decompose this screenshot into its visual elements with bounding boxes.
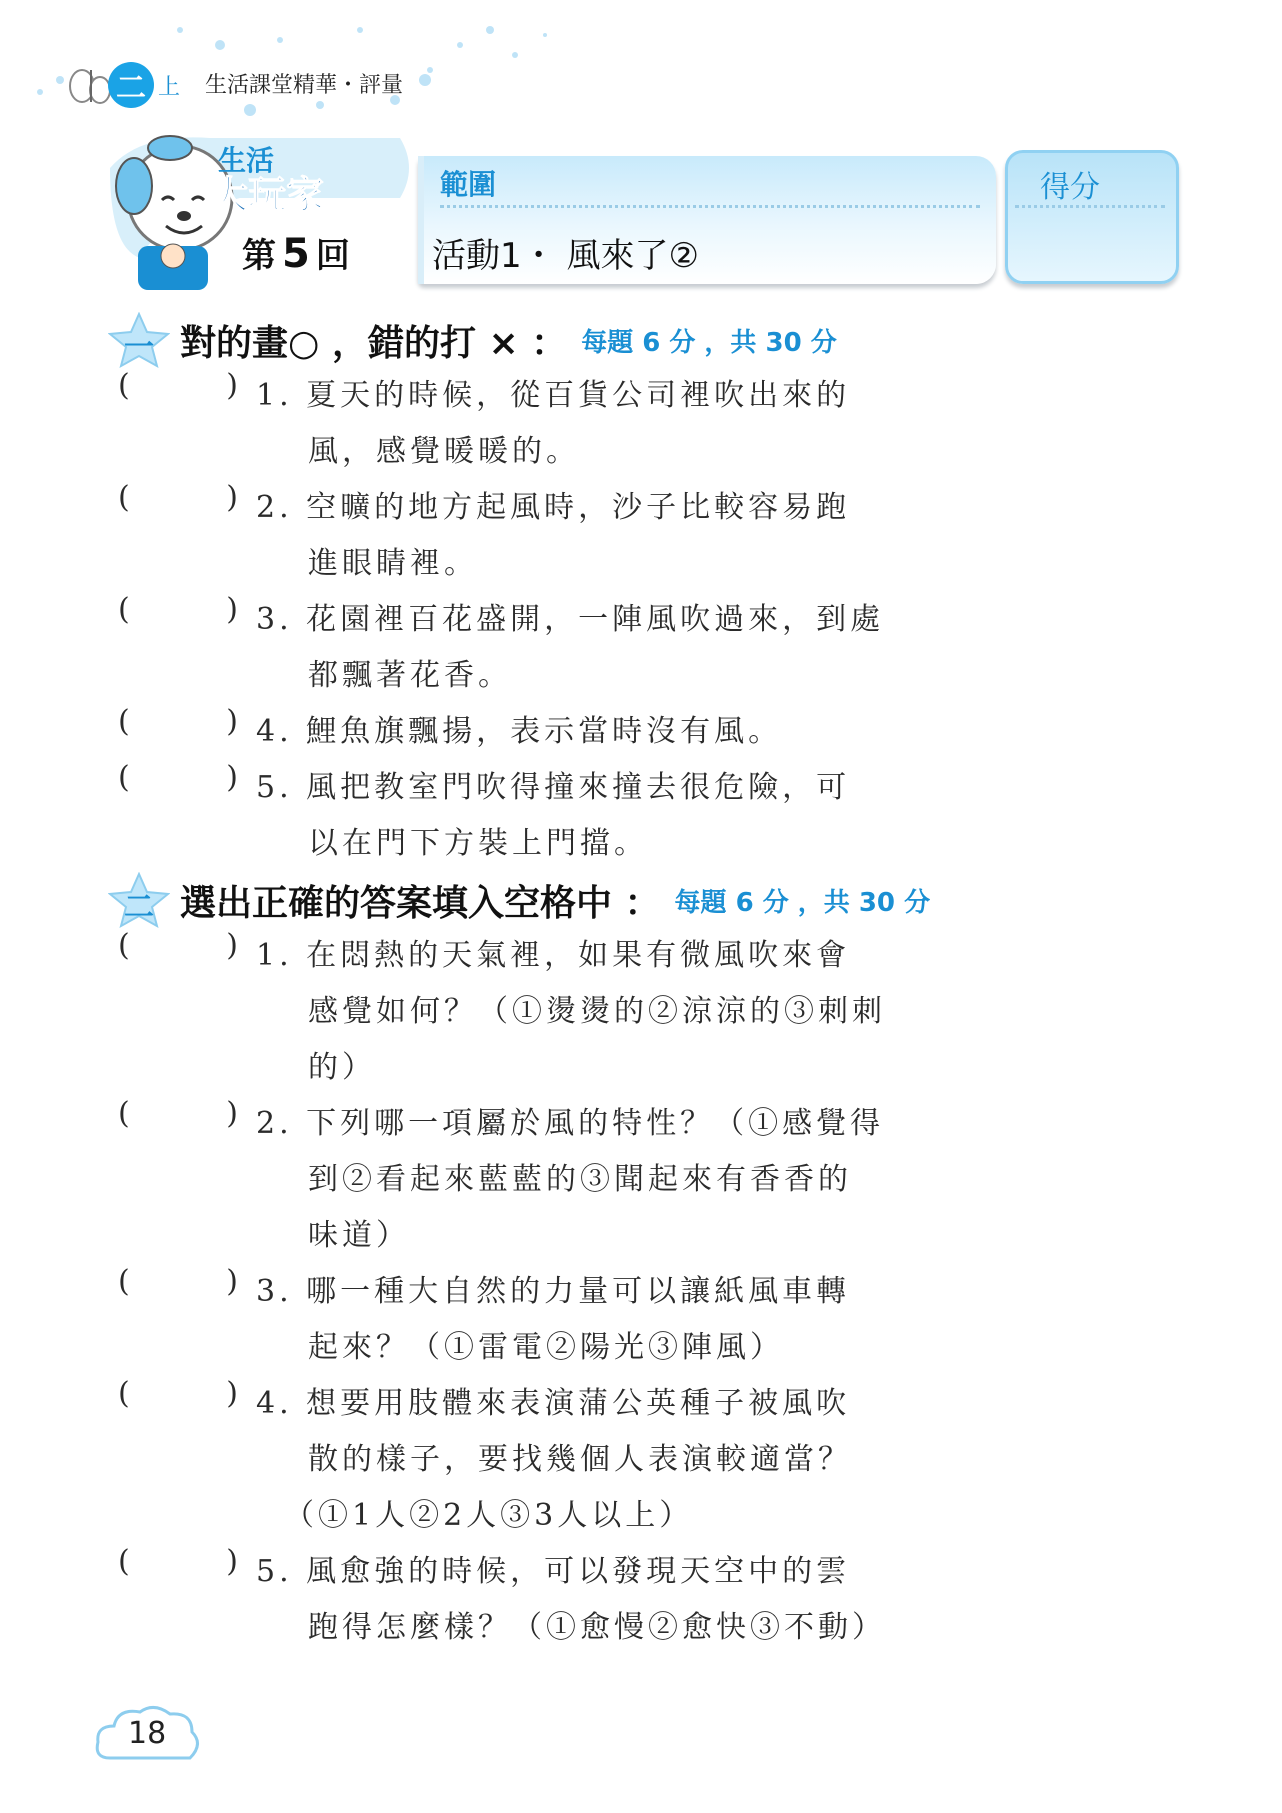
butterfly-icon	[70, 70, 110, 103]
question-number: 2.	[256, 1106, 293, 1141]
question-line: 味道）	[308, 1218, 410, 1253]
question-text	[256, 760, 1176, 872]
question-number: 4.	[256, 1386, 293, 1421]
question-line: 鯉魚旗飄揚，表示當時沒有風。	[306, 714, 783, 749]
question-line: 風把教室門吹得撞來撞去很危險，可	[306, 770, 851, 805]
question-number: 5.	[256, 1554, 293, 1589]
question-line: 夏天的時候，從百貨公司裡吹出來的	[306, 378, 851, 413]
question-line: 散的樣子，要找幾個人表演較適當？	[308, 1442, 852, 1477]
page-number: 18	[128, 1716, 167, 1751]
question-line: 起來？（①雷電②陽光③陣風）	[308, 1330, 784, 1365]
question-line: （①1人②2人③3人以上）	[284, 1498, 694, 1533]
question-line: 風愈強的時候，可以發現天空中的雲	[306, 1554, 851, 1589]
round-prefix: 第	[242, 236, 276, 276]
question-line: 風，感覺暖暖的。	[308, 434, 580, 469]
section-title: 對的畫○ ，錯的打 × ：	[180, 322, 568, 364]
answer-blank[interactable]: ( )	[118, 368, 238, 403]
question-line: 到②看起來藍藍的③聞起來有香香的	[308, 1162, 852, 1197]
answer-blank[interactable]: ( )	[118, 704, 238, 739]
section-title: 選出正確的答案填入空格中 ：	[180, 882, 661, 924]
question-number: 1.	[256, 938, 293, 973]
section-2-header	[108, 872, 930, 928]
answer-blank[interactable]: ( )	[118, 760, 238, 795]
score-label: 得分	[1040, 170, 1100, 205]
question-line: 哪一種大自然的力量可以讓紙風車轉	[306, 1274, 851, 1309]
question-line: 空曠的地方起風時，沙子比較容易跑	[306, 490, 851, 525]
round-number: 5	[282, 231, 310, 277]
star-icon	[108, 312, 170, 368]
question-text	[256, 1544, 1176, 1656]
question-text	[256, 1376, 1176, 1544]
question-line: 感覺如何？（①燙燙的②涼涼的③刺刺	[308, 994, 886, 1029]
grade-semester: 上	[158, 75, 181, 100]
answer-blank[interactable]: ( )	[118, 928, 238, 963]
section-score: 每題 6 分 ，共 30 分	[581, 327, 837, 358]
score-divider	[1015, 205, 1165, 208]
question-text	[256, 368, 1176, 480]
question-line: 下列哪一項屬於風的特性？（①感覺得	[306, 1106, 885, 1141]
question-line: 想要用肢體來表演蒲公英種子被風吹	[306, 1386, 851, 1421]
section-number: 一	[124, 330, 154, 365]
scope-value: 活動1・ 風來了②	[432, 236, 699, 276]
question-text	[256, 1264, 1176, 1376]
question-line: 以在門下方裝上門擋。	[308, 826, 648, 861]
scope-divider	[440, 205, 980, 208]
question-text	[256, 928, 1176, 1096]
answer-blank[interactable]: ( )	[118, 1544, 238, 1579]
book-title: 生活課堂精華・評量	[205, 73, 404, 98]
answer-blank[interactable]: ( )	[118, 480, 238, 515]
question-number: 5.	[256, 770, 293, 805]
question-number: 3.	[256, 1274, 293, 1309]
question-line: 在悶熱的天氣裡，如果有微風吹來會	[306, 938, 851, 973]
question-number: 3.	[256, 602, 293, 637]
question-number: 1.	[256, 378, 293, 413]
question-text	[256, 704, 1176, 760]
question-line: 都飄著花香。	[308, 658, 512, 693]
answer-blank[interactable]: ( )	[118, 592, 238, 627]
question-number: 4.	[256, 714, 293, 749]
question-line: 花園裡百花盛開，一陣風吹過來，到處	[306, 602, 885, 637]
round-label	[242, 228, 350, 277]
question-number: 2.	[256, 490, 293, 525]
question-text	[256, 592, 1176, 704]
answer-blank[interactable]: ( )	[118, 1096, 238, 1131]
logo-text-line1: 生活	[218, 144, 275, 177]
question-text	[256, 1096, 1176, 1264]
star-icon	[108, 872, 170, 928]
answer-blank[interactable]: ( )	[118, 1376, 238, 1411]
question-line: 的）	[308, 1050, 376, 1085]
scope-label: 範圍	[440, 168, 497, 201]
answer-blank[interactable]: ( )	[118, 1264, 238, 1299]
section-score: 每題 6 分 ，共 30 分	[674, 887, 931, 918]
section-1-header	[108, 312, 837, 368]
round-suffix: 回	[315, 236, 350, 276]
question-line: 跑得怎麼樣？（①愈慢②愈快③不動）	[308, 1610, 886, 1645]
header-decoration	[0, 0, 1282, 140]
section-number: 二	[124, 890, 154, 925]
logo-text-line2: 大玩家	[210, 173, 325, 217]
grade-badge: 二	[108, 62, 154, 108]
question-text	[256, 480, 1176, 592]
question-line: 進眼睛裡。	[308, 546, 478, 581]
